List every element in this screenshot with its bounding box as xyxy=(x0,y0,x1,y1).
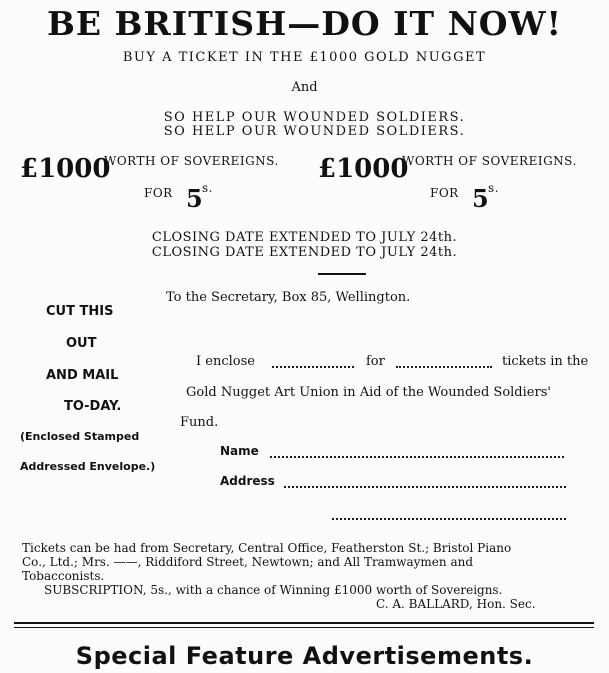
form-line-2: Gold Nugget Art Union in Aid of the Wounded Soldiers' xyxy=(186,385,551,400)
form-line-3: Fund. xyxy=(180,415,219,430)
enclose-amount-field[interactable] xyxy=(272,366,354,368)
prize-price-unit-left: s. xyxy=(202,181,213,195)
form-to-line: To the Secretary, Box 85, Wellington. xyxy=(166,290,411,305)
cut-line-2: OUT xyxy=(66,336,97,351)
prize-for-left: FOR xyxy=(144,186,173,200)
and-label: And xyxy=(291,80,318,95)
ticket-count-field[interactable] xyxy=(396,366,492,368)
form-for-label: for xyxy=(366,354,385,369)
address-field-line-2[interactable] xyxy=(332,518,566,520)
prize-for-right: FOR xyxy=(430,186,459,200)
form-name-label: Name xyxy=(220,444,259,458)
form-address-label: Address xyxy=(220,474,275,488)
cut-line-1: CUT THIS xyxy=(46,304,114,319)
footer-signature: C. A. BALLARD, Hon. Sec. xyxy=(376,597,536,611)
footer-line-3: Tobacconists. xyxy=(22,569,105,583)
cut-line-5: (Enclosed Stamped xyxy=(20,430,140,443)
address-field[interactable] xyxy=(284,486,566,488)
bottom-heading: Special Feature Advertisements. xyxy=(75,642,534,670)
prize-amount-right: £1000 xyxy=(318,154,409,184)
prize-amount-left: £1000 xyxy=(20,154,111,184)
footer-line-4: SUBSCRIPTION, 5s., with a chance of Winning £1000 worth of Sovereigns. xyxy=(44,583,503,597)
cut-line-4: TO-DAY. xyxy=(64,399,122,414)
form-tickets-label: tickets in the xyxy=(502,354,589,369)
headline: BE BRITISH—DO IT NOW! xyxy=(46,4,563,43)
cut-line-6: Addressed Envelope.) xyxy=(20,460,156,473)
closing-line-2: CLOSING DATE EXTENDED TO JULY 24th. xyxy=(151,245,458,260)
prize-text-left: WORTH OF SOVEREIGNS. xyxy=(104,154,279,168)
footer-line-2: Co., Ltd.; Mrs. ——, Riddiford Street, Newtown; and All Tramwaymen and xyxy=(22,555,474,569)
cut-line-3: AND MAIL xyxy=(46,368,119,383)
help-line-2: SO HELP OUR WOUNDED SOLDIERS. xyxy=(163,124,466,139)
prize-text-right: WORTH OF SOVEREIGNS. xyxy=(402,154,577,168)
subhead: BUY A TICKET IN THE £1000 GOLD NUGGET xyxy=(122,50,487,65)
footer-line-1: Tickets can be had from Secretary, Central Office, Featherston St.; Bristol Piano xyxy=(22,541,512,555)
name-field[interactable] xyxy=(270,456,564,458)
closing-line-1: CLOSING DATE EXTENDED TO JULY 24th. xyxy=(151,230,458,245)
prize-price-unit-right: s. xyxy=(488,181,499,195)
form-enclose-label: I enclose xyxy=(196,354,255,369)
help-line-1: SO HELP OUR WOUNDED SOLDIERS. xyxy=(163,110,466,125)
footer-rule-top xyxy=(14,622,594,624)
footer-rule-bottom xyxy=(14,627,594,628)
short-divider xyxy=(318,273,366,275)
prize-price-left: 5 xyxy=(186,184,203,213)
prize-price-right: 5 xyxy=(472,184,489,213)
